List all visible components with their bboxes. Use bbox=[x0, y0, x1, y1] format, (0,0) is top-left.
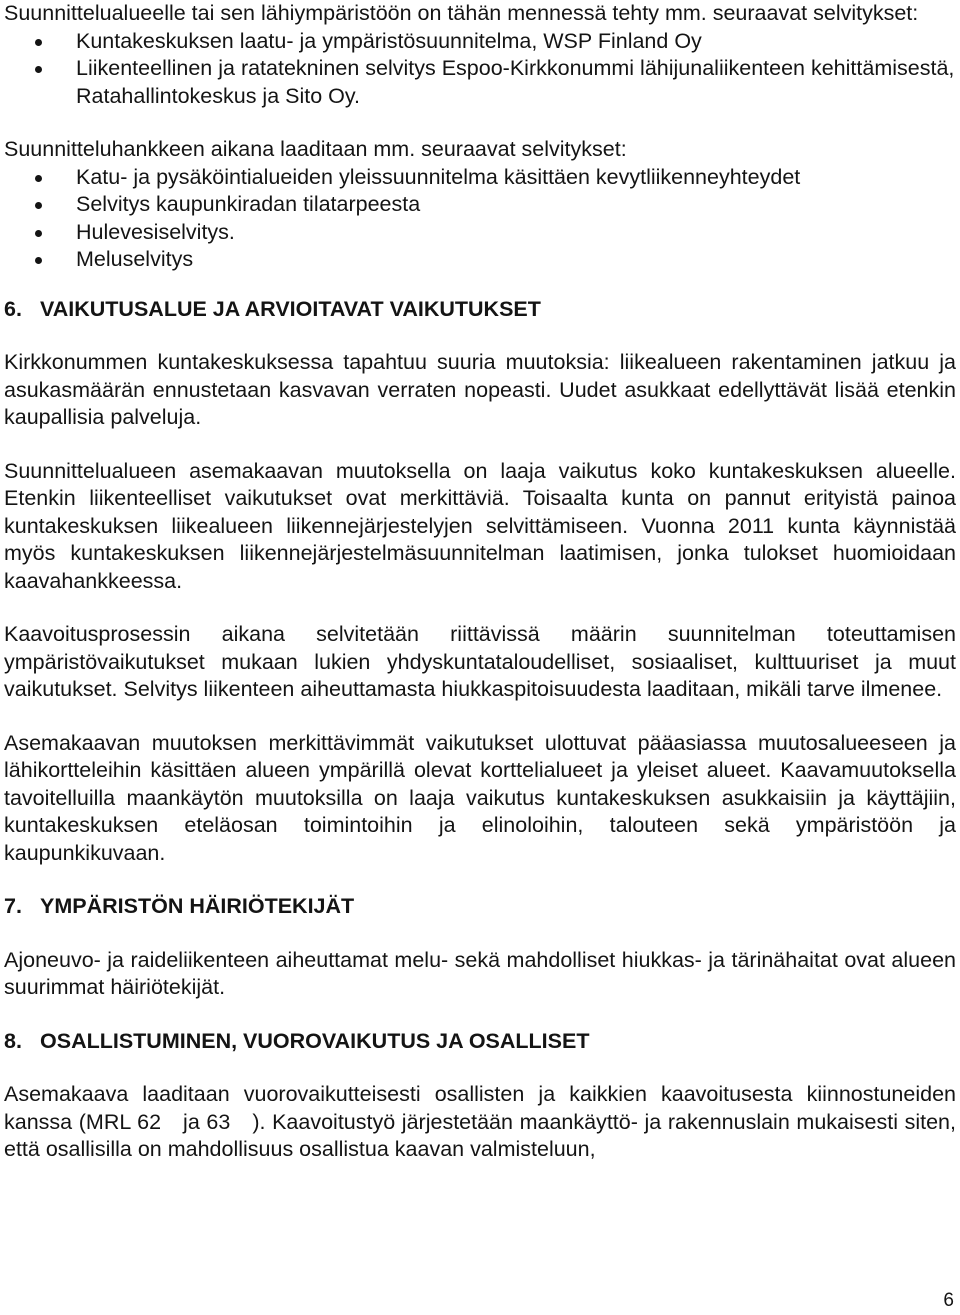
section-6-number: 6. bbox=[4, 296, 22, 321]
section-8-text-mid: ja 63 bbox=[183, 1109, 231, 1134]
document-page bbox=[4, 0, 956, 1164]
section-8-text-end: ). Kaavoitustyö järjestetään maankäyttö- ja rakennuslain mukaisesti siten, että osallisilla on mahdollisuus osallistua kaavan valmisteluun, bbox=[4, 1109, 956, 1161]
section-7-paragraph: Ajoneuvo- ja raideliikenteen aiheuttamat melu- sekä mahdolliset hiukkas- ja tärinähaitat ovat alueen suurimmat häiriötekijät. bbox=[4, 947, 956, 999]
section-6-title: VAIKUTUSALUE JA ARVIOITAVAT VAIKUTUKSET bbox=[40, 296, 541, 321]
list-item: Meluselvitys bbox=[4, 246, 956, 274]
section-7-number: 7. bbox=[4, 894, 22, 918]
section-6-paragraph-1: Kirkkonummen kuntakeskuksessa tapahtuu suuria muutoksia: liikealueen rakentaminen jatkuu ja asukasmäärän ennustetaan kasvavan verraten nopeasti. Uudet asukkaat edellyttävät lisää etenkin kaupallisia palveluja. bbox=[4, 350, 956, 429]
section-7-title: YMPÄRISTÖN HÄIRIÖTEKIJÄT bbox=[40, 894, 355, 918]
list-item: Kuntakeskuksen laatu- ja ympäristösuunnitelma, WSP Finland Oy bbox=[4, 28, 956, 56]
list-item: Liikenteellinen ja ratatekninen selvitys Espoo-Kirkkonummi lähijunaliikenteen kehittämisestä, Ratahallintokeskus ja Sito Oy. bbox=[4, 55, 956, 110]
section-8-number: 8. bbox=[4, 1028, 22, 1053]
page-number: 6 bbox=[943, 1290, 954, 1311]
section-6-paragraph-3: Kaavoitusprosessin aikana selvitetään riittävissä määrin suunnitelman toteuttamisen ympäristövaikutukset mukaan lukien yhdyskuntataloudelliset, sosiaaliset, kulttuuriset ja muut vaikutukset. Selvitys liikenteen aiheuttamasta hiukkaspitoisuudesta laaditaan, mikäli tarve ilmenee. bbox=[4, 622, 956, 701]
list-item: Hulevesiselvitys. bbox=[4, 219, 956, 247]
list-item: Selvitys kaupunkiradan tilatarpeesta bbox=[4, 191, 956, 219]
intro-list bbox=[4, 28, 956, 111]
section-8-heading bbox=[4, 1028, 956, 1056]
section-8-paragraph bbox=[4, 1081, 956, 1164]
list-item: Katu- ja pysäköintialueiden yleissuunnitelma käsittäen kevytliikenneyhteydet bbox=[4, 164, 956, 192]
during-list bbox=[4, 164, 956, 274]
section-6-heading bbox=[4, 296, 956, 324]
section-6-paragraph-2: Suunnittelualueen asemakaavan muutoksella on laaja vaikutus koko kuntakeskuksen alueelle. Etenkin liikenteelliset vaikutukset ovat merkittäviä. Toisaalta kunta on pannut erityistä painoa kuntakeskuksen liikealueen liikennejärjestelyjen selvittämiseen. Vuonna 2011 kunta käynnistää myös kuntakeskuksen liikennejärjestelmäsuunnitelman laatimisen, jonka tulokset huomioidaan kaavahankkeessa. bbox=[4, 458, 956, 593]
section-8-text-start: Asemakaava laaditaan vuorovaikutteisesti osallisten ja kaikkien kaavoitusesta kiinnostuneiden kanssa (MRL 62 bbox=[4, 1082, 956, 1134]
section-7-heading bbox=[4, 893, 956, 921]
section-8-title: OSALLISTUMINEN, VUOROVAIKUTUS JA OSALLISET bbox=[40, 1028, 590, 1053]
intro-paragraph: Suunnittelualueelle tai sen lähiympäristöön on tähän mennessä tehty mm. seuraavat selvitykset: bbox=[4, 1, 919, 25]
section-6-paragraph-4: Asemakaavan muutoksen merkittävimmät vaikutukset ulottuvat pääasiassa muutosalueeseen ja lähikortteleihin käsittäen alueen ympärillä olevat korttelialueet ja yleiset alueet. Kaavamuutoksella tavoitelluilla maankäytön muutoksilla on laaja vaikutus kuntakeskuksen asukkaisiin ja käyttäjiin, kuntakeskuksen eteläosan toimintoihin ja elinoloihin, talouteen sekä ympäristöön ja kaupunkikuvaan. bbox=[4, 730, 956, 865]
during-paragraph: Suunnitteluhankkeen aikana laaditaan mm. seuraavat selvitykset: bbox=[4, 137, 627, 161]
